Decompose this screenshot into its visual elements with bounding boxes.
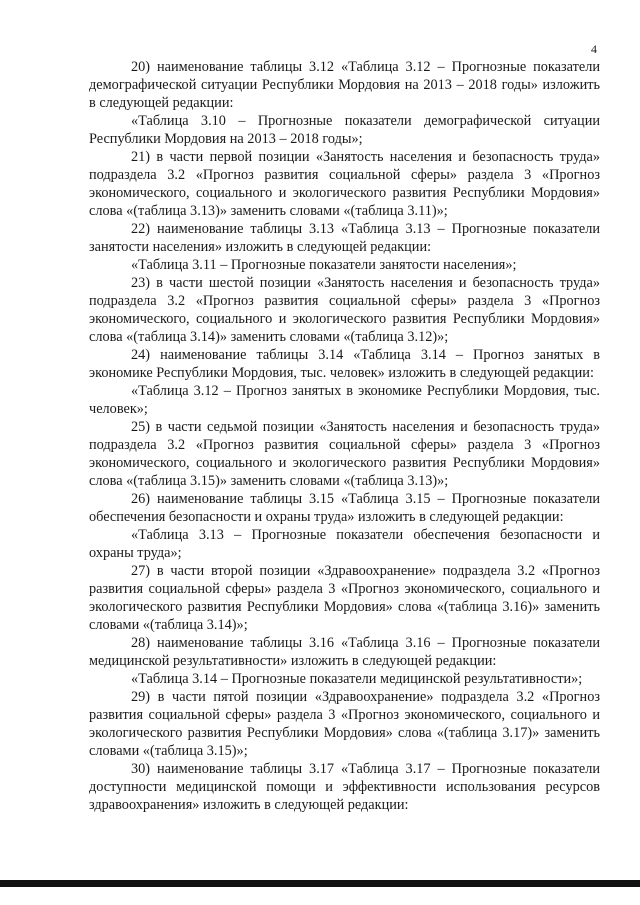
amendment-paragraph-29: 29) в части пятой позиции «Здравоохранение» подраздела 3.2 «Прогноз развития социальной сферы» раздела 3 «Прогноз экономического, социального и экологического развития Республики Мордовия» слова «(таблица 3.17)» заменить словами «(таблица 3.15)»; xyxy=(89,689,600,759)
page-number: 4 xyxy=(591,42,597,56)
document-body xyxy=(89,58,600,814)
scan-bottom-edge xyxy=(0,880,640,887)
amendment-paragraph-21: 21) в части первой позиции «Занятость населения и безопасность труда» подраздела 3.2 «Прогноз развития социальной сферы» раздела 3 «Прогноз экономического, социального и экологического развития Республики Мордовия» слова «(таблица 3.13)» заменить словами «(таблица 3.11)»; xyxy=(89,149,600,219)
amendment-paragraph-30: 30) наименование таблицы 3.17 «Таблица 3.17 – Прогнозные показатели доступности медицинской помощи и эффективности использования ресурсов здравоохранения» изложить в следующей редакции: xyxy=(89,761,600,813)
amendment-paragraph-23: 23) в части шестой позиции «Занятость населения и безопасность труда» подраздела 3.2 «Прогноз развития социальной сферы» раздела 3 «Прогноз экономического, социального и экологического развития Республики Мордовия» слова «(таблица 3.14)» заменить словами «(таблица 3.12)»; xyxy=(89,275,600,345)
quoted-title-paragraph: «Таблица 3.13 – Прогнозные показатели обеспечения безопасности и охраны труда»; xyxy=(89,527,600,561)
amendment-paragraph-25: 25) в части седьмой позиции «Занятость населения и безопасность труда» подраздела 3.2 «Прогноз развития социальной сферы» раздела 3 «Прогноз экономического, социального и экологического развития Республики Мордовия» слова «(таблица 3.15)» заменить словами «(таблица 3.13)»; xyxy=(89,419,600,489)
quoted-title-paragraph: «Таблица 3.12 – Прогноз занятых в экономике Республики Мордовия, тыс. человек»; xyxy=(89,383,600,417)
amendment-paragraph-26: 26) наименование таблицы 3.15 «Таблица 3.15 – Прогнозные показатели обеспечения безопасности и охраны труда» изложить в следующей редакции: xyxy=(89,491,600,525)
amendment-paragraph-27: 27) в части второй позиции «Здравоохранение» подраздела 3.2 «Прогноз развития социальной сферы» раздела 3 «Прогноз экономического, социального и экологического развития Республики Мордовия» слова «(таблица 3.16)» заменить словами «(таблица 3.14)»; xyxy=(89,563,600,633)
quoted-title-paragraph: «Таблица 3.10 – Прогнозные показатели демографической ситуации Республики Мордовия на 2013 – 2018 годы»; xyxy=(89,113,600,147)
amendment-paragraph-24: 24) наименование таблицы 3.14 «Таблица 3.14 – Прогноз занятых в экономике Республики Мордовия, тыс. человек» изложить в следующей редакции: xyxy=(89,347,600,381)
amendment-paragraph-20: 20) наименование таблицы 3.12 «Таблица 3.12 – Прогнозные показатели демографической ситуации Республики Мордовия на 2013 – 2018 годы» изложить в следующей редакции: xyxy=(89,59,600,111)
quoted-title-paragraph: «Таблица 3.11 – Прогнозные показатели занятости населения»; xyxy=(131,257,517,273)
amendment-paragraph-28: 28) наименование таблицы 3.16 «Таблица 3.16 – Прогнозные показатели медицинской результативности» изложить в следующей редакции: xyxy=(89,635,600,669)
quoted-title-paragraph: «Таблица 3.14 – Прогнозные показатели медицинской результативности»; xyxy=(131,671,583,687)
amendment-paragraph-22: 22) наименование таблицы 3.13 «Таблица 3.13 – Прогнозные показатели занятости населения» изложить в следующей редакции: xyxy=(89,221,600,255)
